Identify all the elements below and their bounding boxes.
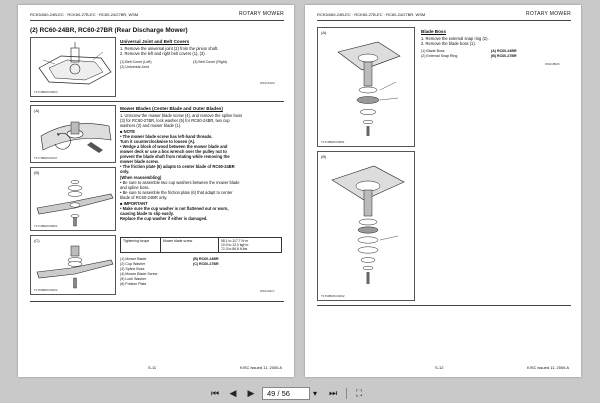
torque-item: Mower blade screw: [161, 238, 219, 253]
page-header: [317, 11, 571, 21]
blade-exploded-c-illustration: [31, 236, 116, 295]
torque-label: Tightening torque: [121, 238, 161, 253]
doc-id: RCK54/60-24B-EC · RCK60-27B-EC · RC60-24/27BR, WSM: [30, 12, 139, 17]
viewer-toolbar: [0, 384, 600, 403]
figure-code: T1710BMC00093: [34, 90, 58, 94]
issued-text: KISC issued 11, 2006 A: [527, 365, 569, 370]
legend-item: (5) Lock Washer: [120, 277, 147, 281]
first-page-icon[interactable]: ⏮: [210, 388, 220, 398]
legend-item: (6) Friction Plate: [120, 282, 147, 286]
step-text: 2. Remove the left and right belt covers (1), (3).: [120, 51, 206, 56]
note-label: ■ NOTE: [120, 129, 135, 134]
torque-value: 72.3 to 86.8 ft-lbs: [221, 247, 248, 251]
legend-item: (3) Belt Cover (Right): [193, 60, 227, 64]
ref-code: W1018526: [545, 62, 560, 66]
important-label: ■ IMPORTANT: [120, 201, 148, 206]
note-text: mower blade screw.: [120, 159, 159, 164]
next-page-icon[interactable]: ▶: [247, 388, 255, 398]
figure-a-blade-boss: [317, 27, 415, 147]
figure-code: T1770BMC00107: [34, 156, 58, 160]
fullscreen-icon[interactable]: ⛶: [355, 388, 363, 398]
reassembling-text: and spline boss.: [120, 185, 150, 190]
step-text: 2. Remove the blade boss (1).: [421, 41, 476, 46]
right-page: [305, 5, 581, 377]
important-text: Replace the cup washer if either is damaged.: [120, 216, 208, 221]
legend-item: (A) RC60-24BR: [491, 49, 517, 53]
page-number-input[interactable]: 49 / 56: [262, 387, 310, 400]
toolbar-divider: [346, 388, 347, 399]
legend-item: (B) RC60-27BR: [491, 54, 517, 58]
doc-id: RCK54/60-24B-EC · RCK60-27B-EC · RC60-24/27BR, WSM: [317, 12, 426, 17]
step-text: (3) for RC60-27BR, lock washer (5) for RC60-24BR, two cup: [120, 118, 230, 123]
note-text: mower deck or use a box wrench over the pulley nut to: [120, 149, 227, 154]
important-text: • Make sure the cup washer is not flattened out or worn,: [120, 206, 229, 211]
left-page: [18, 5, 294, 377]
legend-item: (1) Blade Boss: [421, 49, 445, 53]
legend-item: (2) Cup Washer: [120, 262, 146, 266]
figure-b: [30, 167, 116, 231]
reassembling-label: (When reassembling): [120, 175, 162, 180]
step-text: 1. Unscrew the mower blade screw (4), and remove the spline boss: [120, 113, 243, 118]
blade-boss-a-illustration: [318, 28, 415, 147]
issued-text: KISC issued 11, 2006 A: [240, 365, 282, 370]
legend-item: (2) Universal Joint: [120, 65, 149, 69]
legend-item: (2) External Snap Ring: [421, 54, 458, 58]
reassembling-text: blade of RC60-24BR only.: [120, 195, 168, 200]
section-title: ROTARY MOWER: [526, 11, 571, 17]
figure-label: (B): [34, 170, 40, 175]
subsection-title: Universal Joint and Belt Covers: [120, 39, 190, 44]
section-heading: (2) RC60-24BR, RC60-27BR (Rear Discharge Mower): [30, 27, 188, 34]
belt-covers-illustration: [31, 38, 116, 97]
step-text: 1. Remove the external snap ring (2).: [421, 36, 489, 41]
figure-code: T1760BMC00202: [321, 294, 345, 298]
note-text: only.: [120, 169, 130, 174]
figure-code: T1760BMC00202: [34, 288, 58, 292]
step-text: 1. Remove the universal joint (2) from the pinion shaft.: [120, 46, 219, 51]
ref-code: W1016217: [260, 289, 275, 293]
blade-boss-b-illustration: [318, 152, 415, 301]
figure-c: [30, 235, 116, 295]
legend-item: (C) RC60-27BR: [193, 262, 219, 266]
legend-item: (1) Belt Cover (Left): [120, 60, 152, 64]
figure-b-blade-boss: [317, 151, 415, 301]
figure-label: (B): [321, 154, 327, 159]
note-text: prevent the blade shaft from rotating while removing the: [120, 154, 230, 159]
torque-value: 10.0 to 12.0 kgf·m: [221, 243, 249, 247]
figure-code: T1710BMC00091: [34, 224, 58, 228]
previous-page-icon[interactable]: ◀: [229, 388, 237, 398]
reassembling-text: • Be sure to assemble two cup washers between the mower blade: [120, 180, 240, 185]
subsection-title: Mower Blades (Center Blade and Outer Blades): [120, 106, 223, 111]
divider: [30, 101, 284, 102]
last-page-icon[interactable]: ⏭: [328, 388, 338, 398]
divider: [30, 301, 284, 302]
divider: [317, 305, 571, 306]
important-text: causing blade to slip easily.: [120, 211, 174, 216]
figure-label: (C): [34, 238, 40, 243]
torque-value: 98.1 to 117.7 N·m: [221, 239, 248, 243]
page-number: S-11: [148, 365, 157, 370]
blade-removal-illustration: [31, 106, 116, 163]
section-title: ROTARY MOWER: [239, 11, 284, 17]
legend-item: (4) Mower Blade Screw: [120, 272, 158, 276]
figure-belt-covers: [30, 37, 116, 97]
page-header: [30, 11, 284, 21]
note-text: Turn it counterclockwise to loosen (A).: [120, 139, 196, 144]
legend-item: (B) RC60-24BR: [193, 257, 219, 261]
figure-a: [30, 105, 116, 163]
reassembling-text: • Be sure to assemble the friction plate (6) that adapt to center: [120, 190, 233, 195]
step-text: washers (2) and mower blade (1).: [120, 123, 182, 128]
figure-label: (A): [321, 30, 327, 35]
subsection-title: Blade Boss: [421, 29, 447, 34]
page-dropdown-icon[interactable]: ▾: [313, 389, 318, 398]
torque-table: [120, 237, 282, 253]
page-number: S-12: [435, 365, 444, 370]
figure-label: (A): [34, 108, 40, 113]
torque-values: [219, 238, 282, 253]
note-text: • The friction plate (6) adapts to center blade of RC60-24BR: [120, 164, 235, 169]
blade-exploded-b-illustration: [31, 168, 116, 231]
legend-item: (1) Mower Blade: [120, 257, 147, 261]
note-text: • The mower blade screw has left-hand threads.: [120, 134, 213, 139]
ref-code: W1015100: [260, 81, 275, 85]
figure-code: T1710BMC00081: [321, 140, 345, 144]
note-text: • Wedge a block of wood between the mower blade and: [120, 144, 228, 149]
legend-item: (3) Spline Boss: [120, 267, 145, 271]
